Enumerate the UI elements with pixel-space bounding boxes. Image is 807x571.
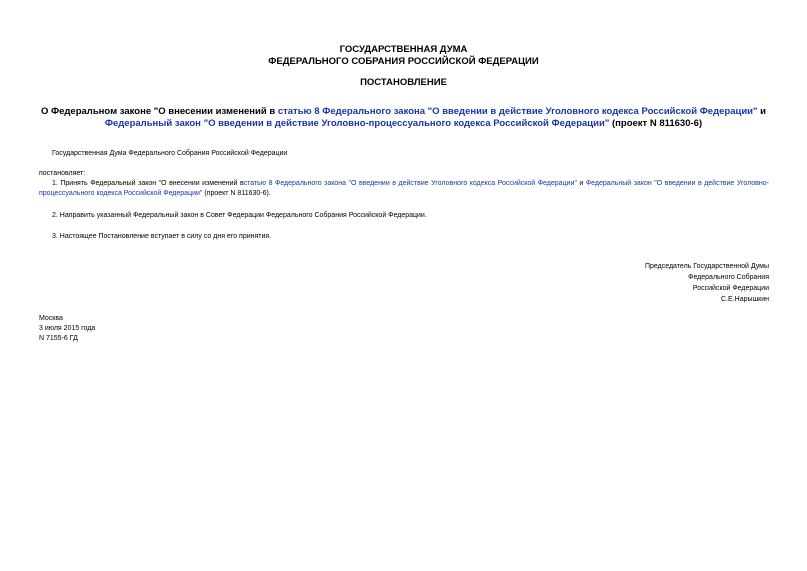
item-3: 3. Настоящее Постановление вступает в силу со дня его принятия. (52, 233, 272, 240)
item-1-text-3: (проект N 811630-6). (202, 190, 271, 197)
signature-name: С.Е.Нарышкин (721, 296, 769, 303)
title-text-1: О Федеральном законе "О внесении изменений в (40, 106, 278, 117)
document-title (30, 106, 777, 130)
signature-title-2: Федерального Собрания (688, 274, 769, 281)
footer-city: Москва (39, 315, 63, 322)
item-1-link-article-8[interactable]: статью 8 Федерального закона "О введении в действие Уголовного кодекса Российской Федерации" (243, 180, 577, 187)
item-2: 2. Направить указанный Федеральный закон в Совет Федерации Федерального Собрания Российской Федерации. (52, 212, 427, 219)
title-link-article-8[interactable]: статью 8 Федерального закона "О введении в действие Уголовного кодекса Российской Федерации" (277, 106, 758, 117)
footer-date: 3 июля 2015 года (39, 325, 96, 332)
title-text-3: (проект N 811630-6) (609, 118, 703, 129)
document-type: ПОСТАНОВЛЕНИЕ (360, 77, 447, 88)
resolves-text: постановляет: (39, 170, 86, 177)
title-link-code-law[interactable]: Федеральный закон "О введении в действие Уголовно-процессуального кодекса Российской Федерации" (104, 118, 610, 129)
item-1-link-code-law[interactable]: Федеральный закон "О введении в действие Уголовно-процессуального кодекса Российской Федерации" (39, 180, 769, 197)
footer-number: N 7155-6 ГД (39, 335, 78, 342)
intro-text: Государственная Дума Федерального Собрания Российской Федерации (52, 150, 288, 157)
title-text-2: и (757, 106, 766, 117)
item-1 (39, 179, 769, 199)
header-line-1: ГОСУДАРСТВЕННАЯ ДУМА (339, 44, 468, 55)
item-1-text-2: и (576, 180, 586, 187)
signature-title-3: Российской Федерации (692, 285, 769, 292)
header-line-2: ФЕДЕРАЛЬНОГО СОБРАНИЯ РОССИЙСКОЙ ФЕДЕРАЦИИ (268, 56, 539, 67)
signature-title-1: Председатель Государственной Думы (644, 263, 769, 270)
item-1-text-1: 1. Принять Федеральный закон "О внесении изменений в (52, 180, 244, 187)
